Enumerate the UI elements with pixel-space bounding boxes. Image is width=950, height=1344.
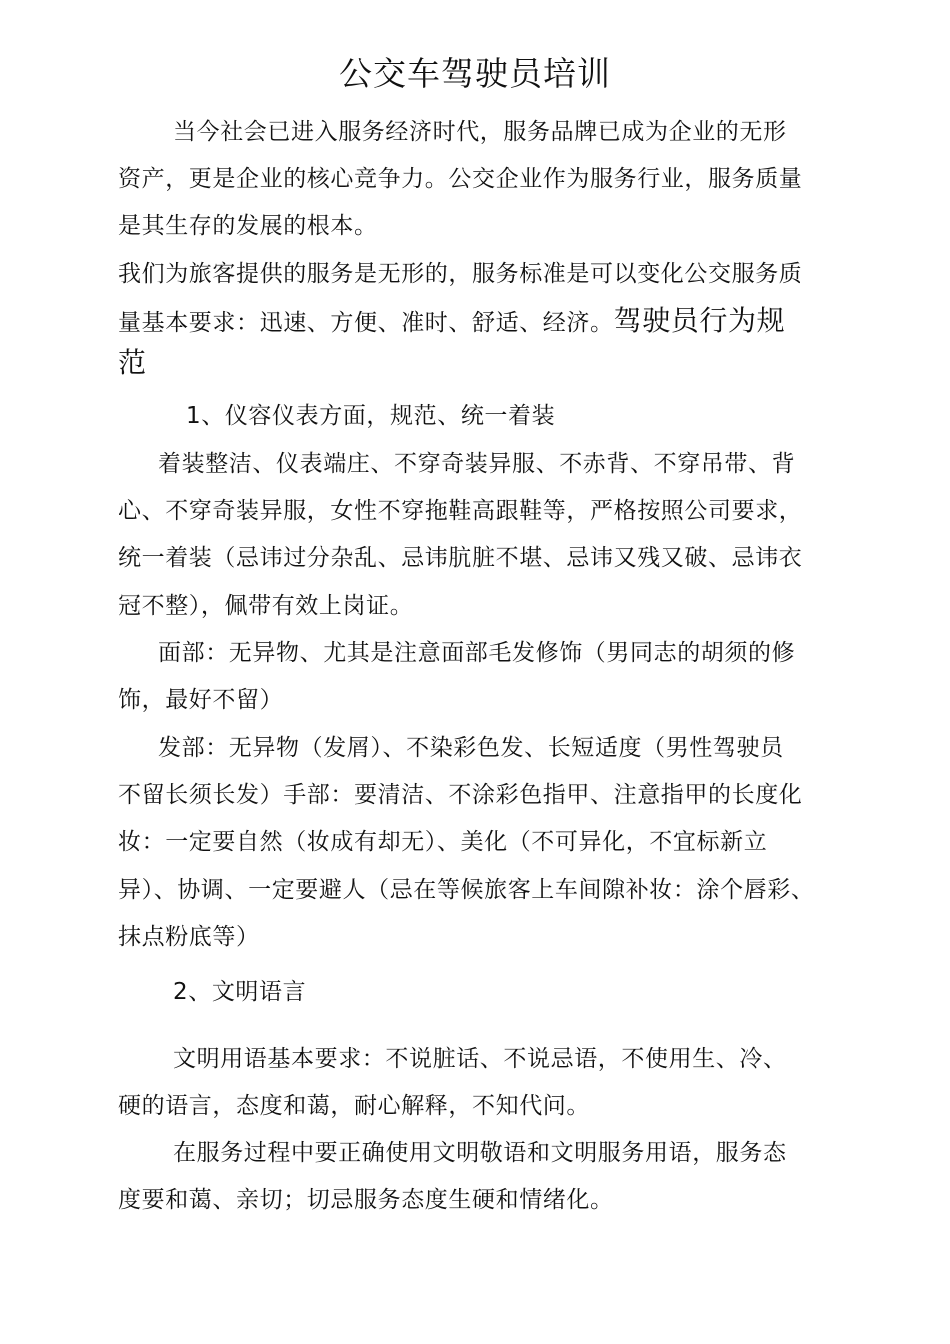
dress-line: 着装整洁、仪表端庄、不穿奇装异服、不赤背、不穿吊带、背: [158, 451, 796, 477]
standard-line: [118, 305, 785, 339]
language-req-line: 硬的语言，态度和蔼，耐心解释，不知代问。: [118, 1093, 590, 1119]
intro-line: 资产，更是企业的核心竞争力。公交企业作为服务行业，服务质量: [118, 166, 803, 192]
service-line: 在服务过程中要正确使用文明敬语和文明服务用语，服务态: [173, 1140, 787, 1166]
hair-line: 抹点粉底等）: [118, 924, 260, 950]
face-line: 面部：无异物、尤其是注意面部毛发修饰（男同志的胡须的修: [158, 640, 796, 666]
intro-line: 当今社会已进入服务经济时代，服务品牌已成为企业的无形: [173, 119, 787, 145]
intro-line: 是其生存的发展的根本。: [118, 213, 378, 239]
face-line: 饰，最好不留）: [118, 687, 284, 713]
document-title: 公交车驾驶员培训: [339, 54, 611, 93]
hair-line: 妆：一定要自然（妆成有却无）、美化（不可异化，不宜标新立: [118, 829, 768, 855]
dress-line: 心、不穿奇装异服，女性不穿拖鞋高跟鞋等，严格按照公司要求，: [118, 498, 803, 524]
section-heading-driver-behavior: 驾驶员行为规: [613, 304, 786, 337]
hair-line: 异）、协调、一定要避人（忌在等候旅客上车间隙补妆：涂个唇彩、: [118, 877, 815, 903]
hair-line: 发部：无异物（发屑）、不染彩色发、长短适度（男性驾驶员: [158, 735, 784, 761]
hair-line: 不留长须长发）手部：要清洁、不涂彩色指甲、注意指甲的长度化: [118, 782, 803, 808]
language-req-line: 文明用语基本要求：不说脏话、不说忌语，不使用生、冷、: [173, 1046, 787, 1072]
service-line: 度要和蔼、亲切；切忌服务态度生硬和情绪化。: [118, 1187, 614, 1213]
standard-line: 我们为旅客提供的服务是无形的，服务标准是可以变化公交服务质: [118, 261, 803, 287]
standard-text: 量基本要求：迅速、方便、准时、舒适、经济。: [118, 310, 614, 336]
section-2-heading: 2、文明语言: [173, 979, 307, 1005]
section-heading-driver-behavior-cont: 范: [118, 346, 147, 379]
dress-line: 冠不整），佩带有效上岗证。: [118, 593, 414, 619]
section-1-heading: 1、仪容仪表方面，规范、统一着装: [186, 403, 556, 429]
dress-line: 统一着装（忌讳过分杂乱、忌讳肮脏不堪、忌讳又残又破、忌讳衣: [118, 545, 803, 571]
